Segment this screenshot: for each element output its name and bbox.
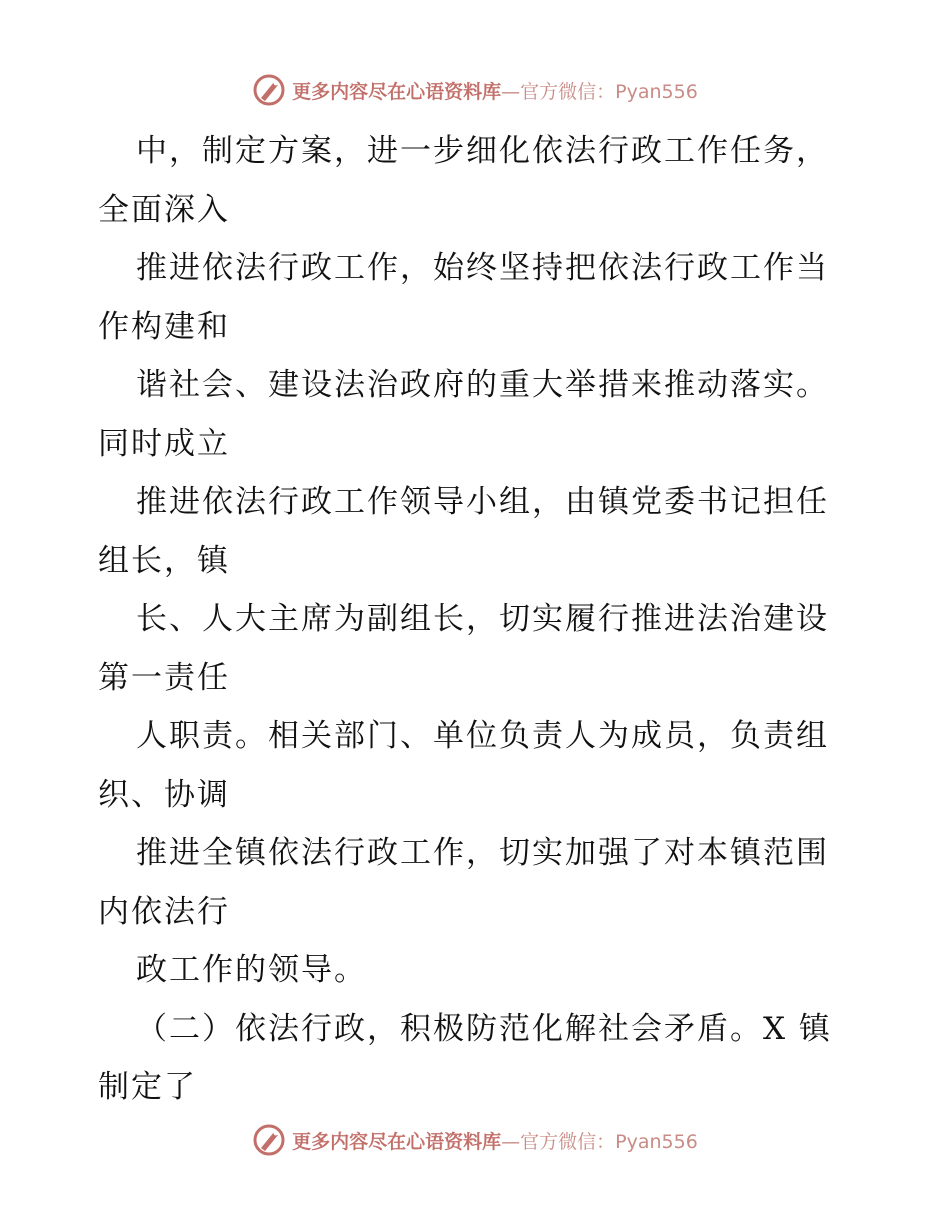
text-line: 政工作的领导。 bbox=[136, 952, 367, 988]
text-line: 内依法行 bbox=[98, 893, 230, 930]
text-line: 全面深入 bbox=[98, 191, 230, 228]
text-line: 第一责任 bbox=[98, 659, 230, 696]
text-line: 推进依法行政工作领导小组，由镇党委书记担任 bbox=[136, 484, 829, 520]
pen-circle-logo-icon bbox=[252, 1123, 286, 1157]
text-line: 制定了 bbox=[98, 1069, 197, 1105]
pen-circle-logo-icon bbox=[252, 73, 286, 107]
document-body bbox=[98, 122, 858, 1117]
text-line: 推进依法行政工作，始终坚持把依法行政工作当 bbox=[136, 250, 829, 286]
text-line: 同时成立 bbox=[98, 425, 230, 462]
text-line: 长、人大主席为副组长，切实履行推进法治建设 bbox=[136, 601, 829, 637]
watermark-wechat: 官方微信：Pyan556 bbox=[520, 1130, 698, 1153]
watermark-text bbox=[292, 77, 698, 104]
text-line: 人职责。相关部门、单位负责人为成员，负责组 bbox=[136, 718, 829, 754]
watermark-title: 更多内容尽在心语资料库 bbox=[292, 80, 502, 103]
watermark-wechat: 官方微信：Pyan556 bbox=[520, 80, 698, 103]
footer-watermark bbox=[0, 1120, 950, 1160]
watermark-title: 更多内容尽在心语资料库 bbox=[292, 1130, 502, 1153]
watermark-dash: — bbox=[501, 80, 521, 103]
watermark-dash: — bbox=[501, 1130, 521, 1153]
header-watermark bbox=[0, 70, 950, 110]
text-line: 组长，镇 bbox=[98, 542, 230, 579]
text-line: 织、协调 bbox=[98, 776, 230, 813]
text-line: 推进全镇依法行政工作，切实加强了对本镇范围 bbox=[136, 835, 829, 871]
text-line: （二）依法行政，积极防范化解社会矛盾。X 镇 bbox=[136, 1010, 832, 1047]
text-line: 中，制定方案，进一步细化依法行政工作任务， bbox=[136, 133, 829, 169]
text-line: 作构建和 bbox=[98, 308, 230, 345]
watermark-text bbox=[292, 1127, 698, 1154]
text-line: 谐社会、建设法治政府的重大举措来推动落实。 bbox=[136, 367, 829, 403]
